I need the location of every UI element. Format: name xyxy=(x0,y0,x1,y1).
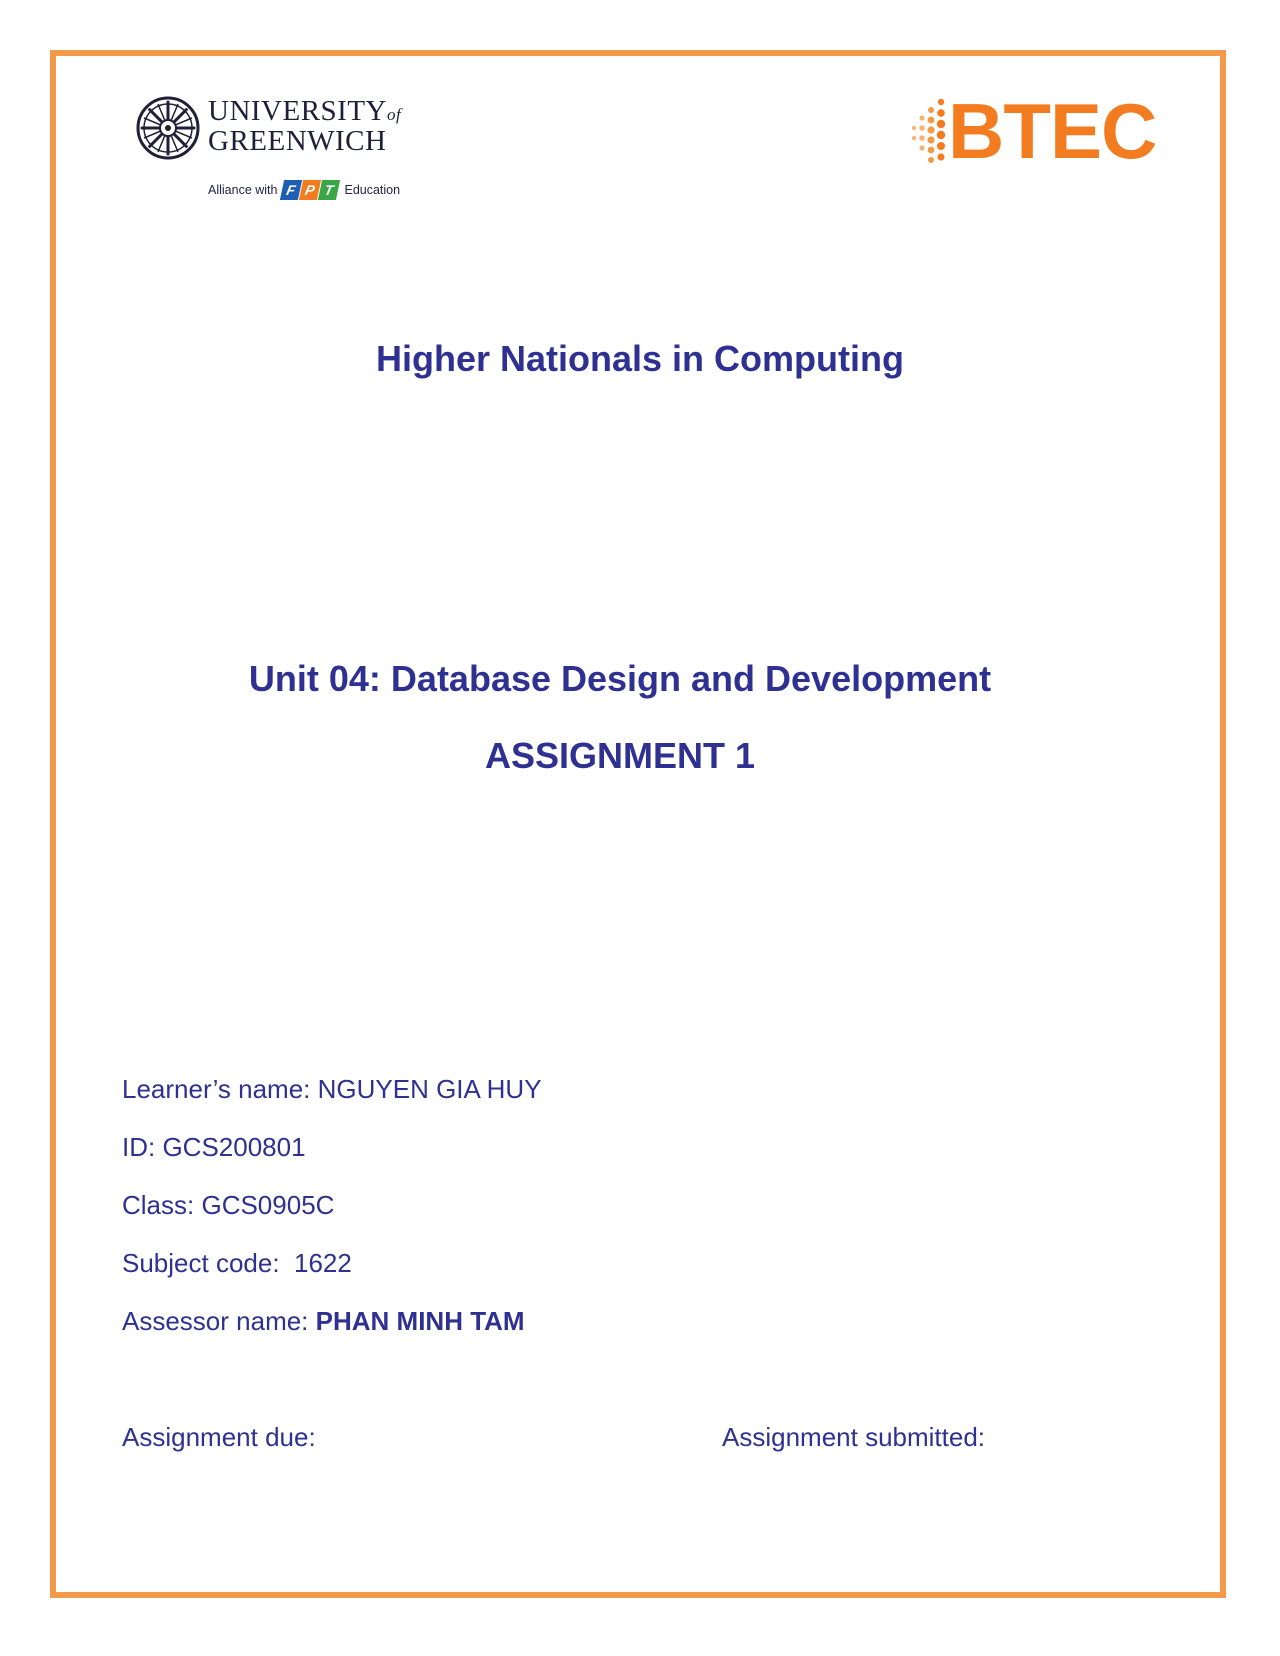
subject-code-line xyxy=(122,1248,352,1279)
id-value: GCS200801 xyxy=(162,1132,306,1162)
class-line xyxy=(122,1190,334,1221)
assessor-name-label: Assessor name: xyxy=(122,1306,316,1336)
btec-logo xyxy=(908,87,1158,175)
assignment-submitted-label: Assignment submitted: xyxy=(722,1422,986,1452)
university-of-greenwich-logo xyxy=(136,96,426,206)
fpt-logo xyxy=(282,180,339,200)
program-title: Higher Nationals in Computing xyxy=(376,338,904,379)
learner-name-value: NGUYEN GIA HUY xyxy=(317,1074,542,1104)
alliance-fpt-line xyxy=(208,180,400,200)
class-label: Class: xyxy=(122,1190,202,1220)
subject-code-label: Subject code: xyxy=(122,1248,294,1278)
subject-code-value: 1622 xyxy=(294,1248,352,1278)
id-line xyxy=(122,1132,306,1163)
assessor-name-value: PHAN MINH TAM xyxy=(315,1306,525,1336)
assignment-due-label: Assignment due: xyxy=(122,1422,316,1452)
fpt-letter-f: F xyxy=(280,180,302,200)
class-value: GCS0905C xyxy=(201,1190,335,1220)
fpt-letter-t: T xyxy=(318,180,340,200)
alliance-suffix: Education xyxy=(344,183,401,197)
learner-name-label: Learner’s name: xyxy=(122,1074,318,1104)
unit-title: Unit 04: Database Design and Development xyxy=(248,658,992,699)
logo-university-text: UNIVERSITYof xyxy=(208,95,402,127)
greenwich-seal-icon xyxy=(136,96,200,160)
alliance-prefix: Alliance with xyxy=(208,183,278,197)
page-border xyxy=(50,50,1226,1598)
assessor-name-line xyxy=(122,1306,525,1337)
learner-name-line xyxy=(122,1074,542,1105)
btec-wordmark: BTEC xyxy=(948,87,1157,175)
assignment-title: ASSIGNMENT 1 xyxy=(484,735,756,776)
logo-greenwich-text: GREENWICH xyxy=(208,125,387,157)
id-label: ID: xyxy=(122,1132,163,1162)
fpt-letter-p: P xyxy=(299,180,321,200)
